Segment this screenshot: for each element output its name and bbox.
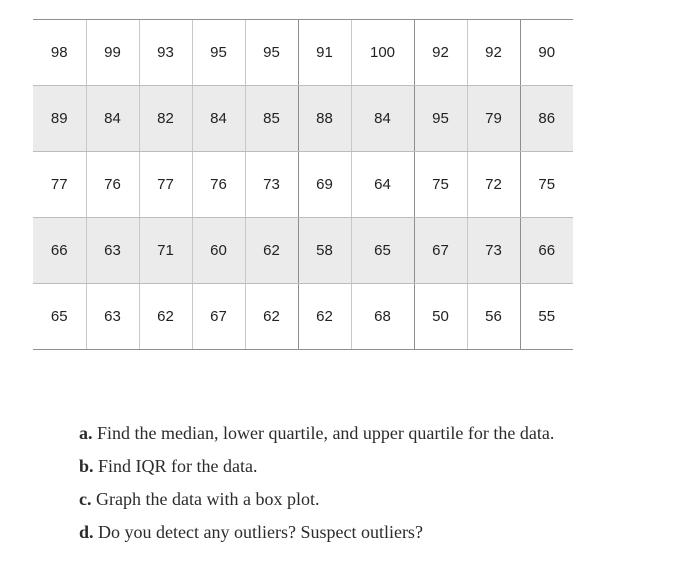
table-cell: 64 [351, 152, 414, 218]
table-cell: 60 [192, 218, 245, 284]
table-cell: 86 [520, 86, 573, 152]
question-letter: d. [79, 522, 94, 542]
table-cell: 50 [414, 284, 467, 350]
table-cell: 76 [192, 152, 245, 218]
table-cell: 77 [33, 152, 86, 218]
table-cell: 63 [86, 284, 139, 350]
question-letter: b. [79, 456, 94, 476]
table-row [33, 86, 573, 152]
table-cell: 66 [520, 218, 573, 284]
table-cell: 69 [298, 152, 351, 218]
question-text: Find IQR for the data. [98, 456, 258, 476]
table-cell: 62 [245, 284, 298, 350]
question-item [79, 483, 579, 516]
table-cell: 55 [520, 284, 573, 350]
table-cell: 66 [33, 218, 86, 284]
table-cell: 100 [351, 20, 414, 86]
question-item [79, 516, 579, 549]
table-cell: 62 [298, 284, 351, 350]
table-cell: 99 [86, 20, 139, 86]
question-item [79, 417, 579, 450]
question-text: Do you detect any outliers? Suspect outliers? [98, 522, 423, 542]
table-cell: 62 [139, 284, 192, 350]
question-item [79, 450, 579, 483]
data-table [33, 19, 573, 350]
table-cell: 95 [414, 86, 467, 152]
question-letter: c. [79, 489, 92, 509]
table-cell: 75 [414, 152, 467, 218]
exercise-questions [79, 417, 579, 549]
table-cell: 67 [192, 284, 245, 350]
question-text: Graph the data with a box plot. [96, 489, 320, 509]
table-cell: 84 [86, 86, 139, 152]
table-cell: 85 [245, 86, 298, 152]
table-row [33, 152, 573, 218]
table-cell: 95 [245, 20, 298, 86]
table-cell: 68 [351, 284, 414, 350]
table-row [33, 20, 573, 86]
table-cell: 71 [139, 218, 192, 284]
table-cell: 58 [298, 218, 351, 284]
table-cell: 67 [414, 218, 467, 284]
table-body [33, 20, 573, 350]
table-cell: 89 [33, 86, 86, 152]
table-row [33, 218, 573, 284]
question-letter: a. [79, 423, 93, 443]
table-cell: 93 [139, 20, 192, 86]
table-cell: 92 [467, 20, 520, 86]
table-cell: 82 [139, 86, 192, 152]
table-cell: 56 [467, 284, 520, 350]
table-cell: 76 [86, 152, 139, 218]
table-cell: 95 [192, 20, 245, 86]
table-cell: 98 [33, 20, 86, 86]
table-cell: 65 [33, 284, 86, 350]
question-text: Find the median, lower quartile, and upper quartile for the data. [97, 423, 555, 443]
table-cell: 79 [467, 86, 520, 152]
table-cell: 73 [467, 218, 520, 284]
table-cell: 65 [351, 218, 414, 284]
table-cell: 84 [351, 86, 414, 152]
table-cell: 62 [245, 218, 298, 284]
table-cell: 73 [245, 152, 298, 218]
table-row [33, 284, 573, 350]
table-cell: 63 [86, 218, 139, 284]
table-cell: 90 [520, 20, 573, 86]
table-cell: 77 [139, 152, 192, 218]
table-cell: 72 [467, 152, 520, 218]
table-cell: 92 [414, 20, 467, 86]
table-cell: 75 [520, 152, 573, 218]
table-cell: 88 [298, 86, 351, 152]
table-cell: 91 [298, 20, 351, 86]
table-cell: 84 [192, 86, 245, 152]
